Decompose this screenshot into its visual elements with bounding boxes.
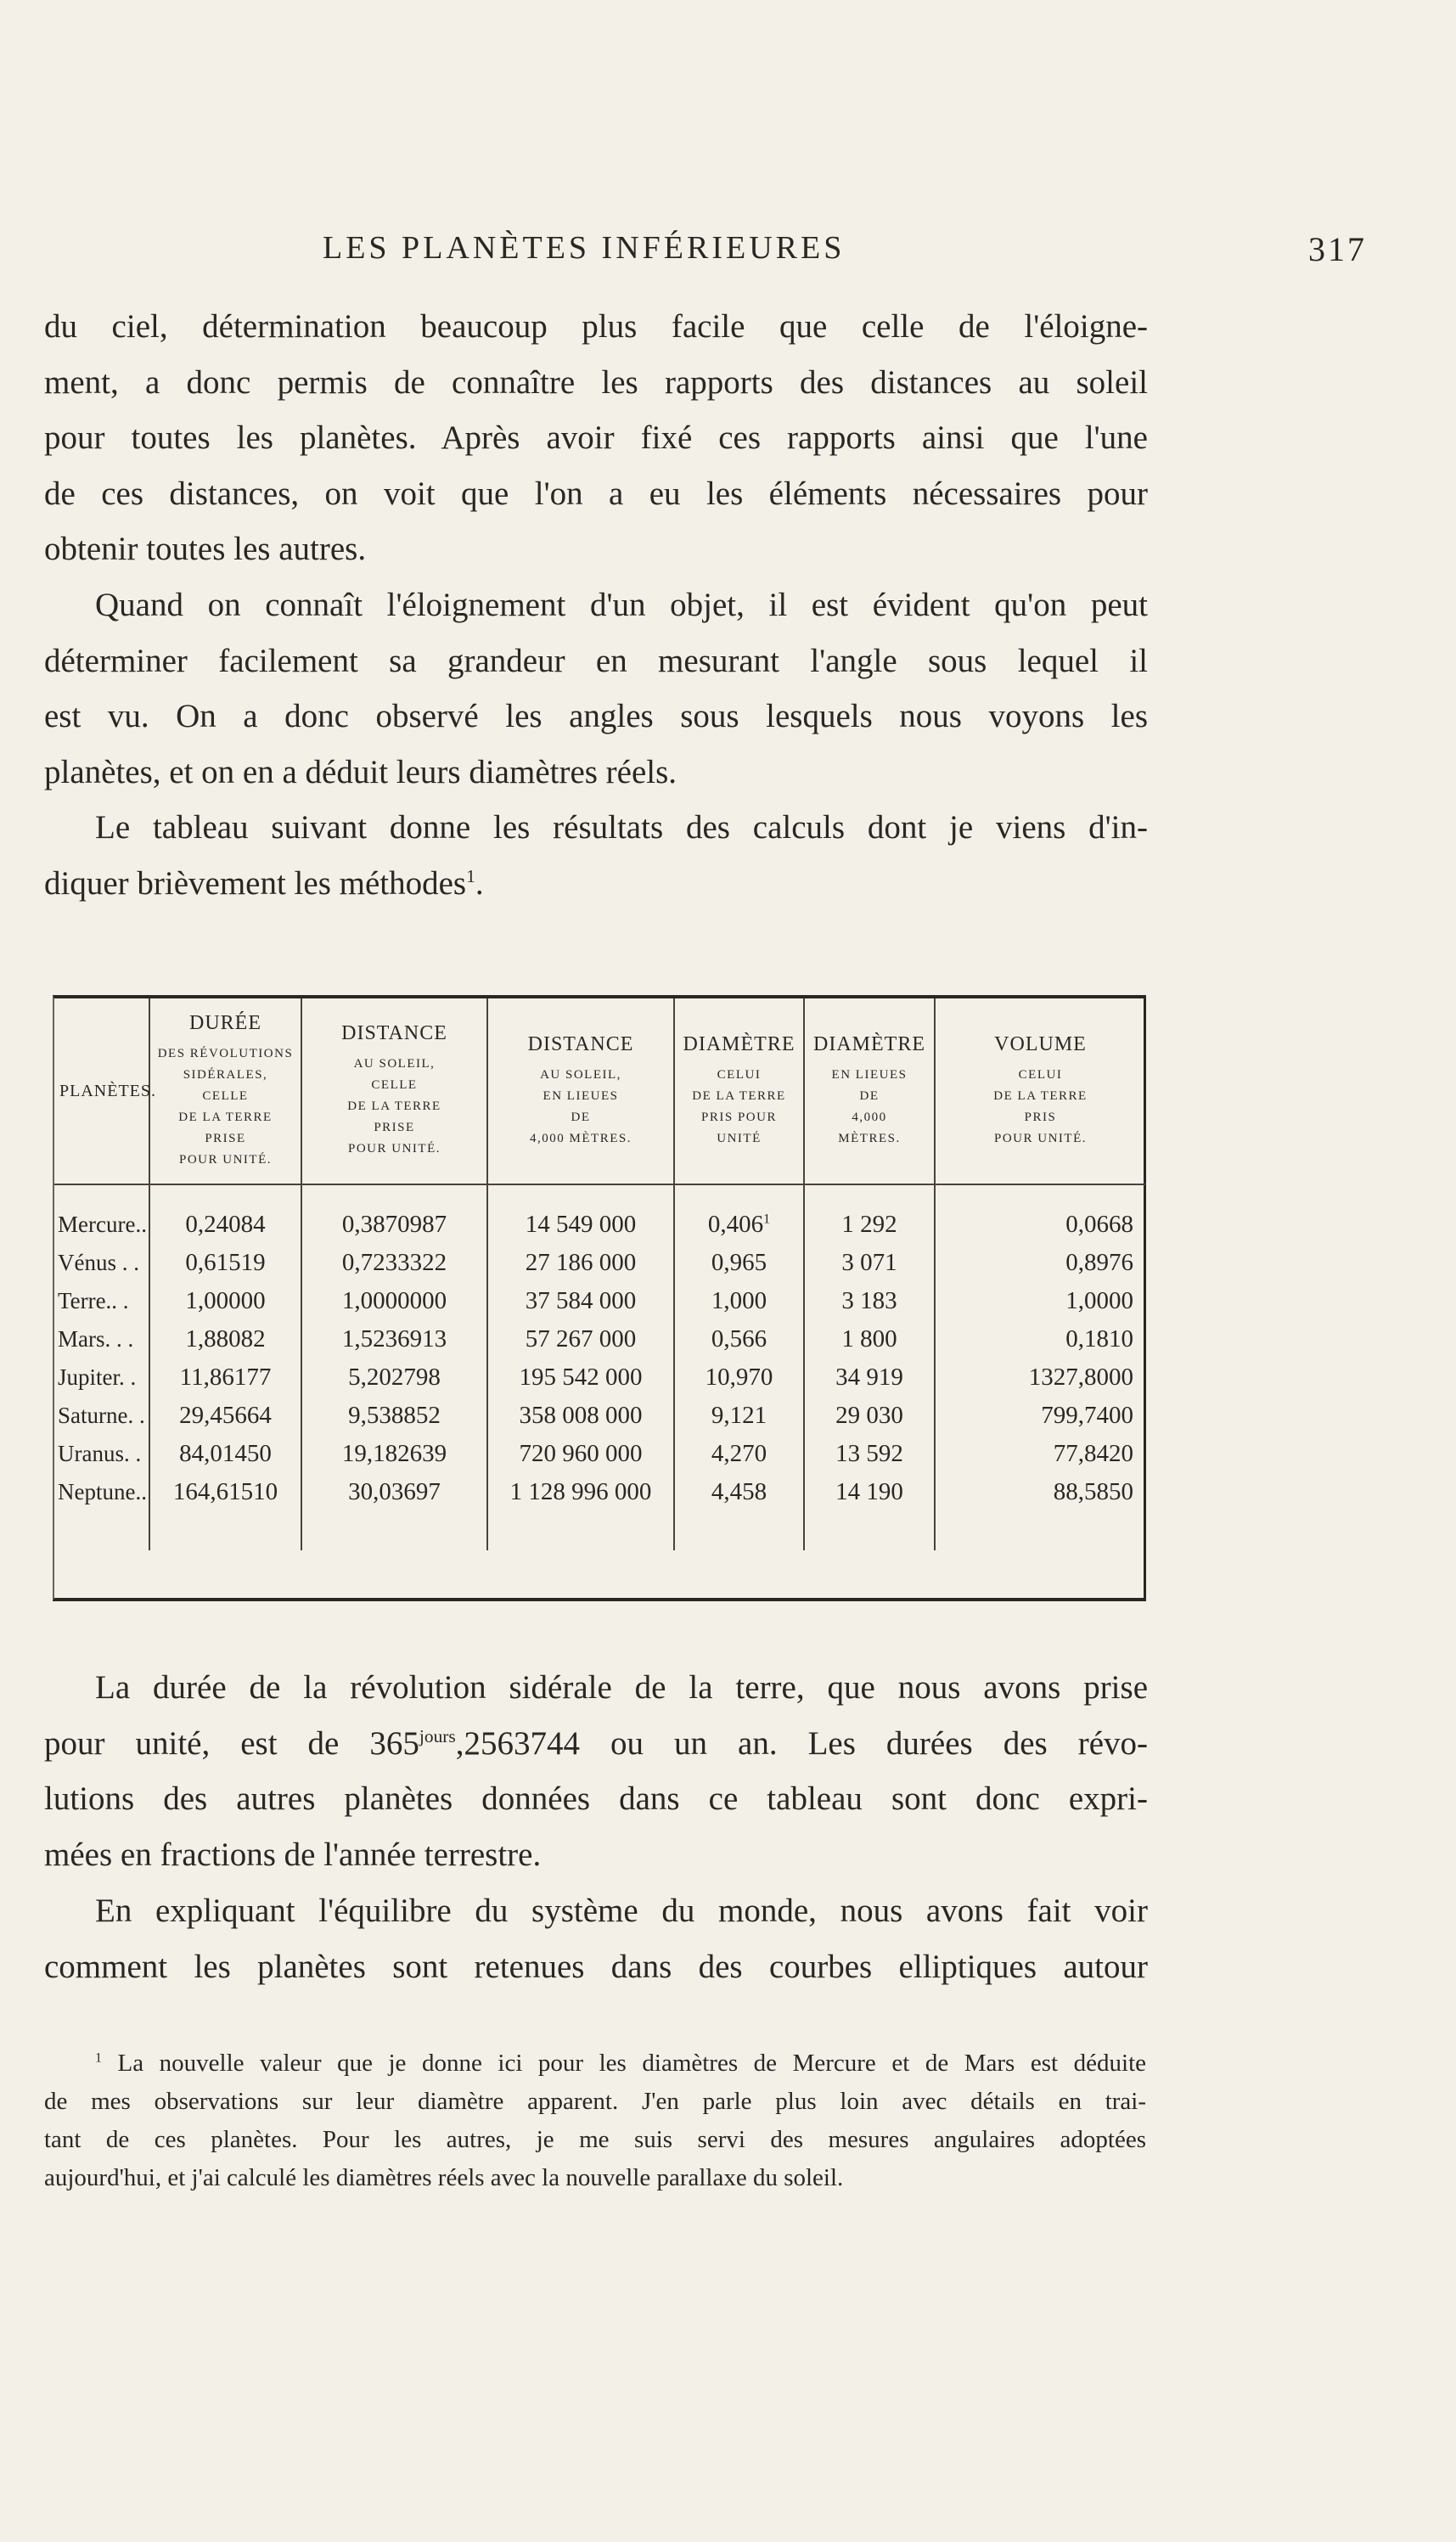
planet-name: Mars. . . xyxy=(54,1320,149,1358)
table-cell xyxy=(804,1184,935,1206)
planet-name: Saturne. . xyxy=(54,1397,149,1435)
table-row xyxy=(54,1320,1145,1358)
distance-leagues-cell: 1 128 996 000 xyxy=(487,1473,674,1511)
header-subtitle: 4,000 xyxy=(852,1110,887,1124)
table-row xyxy=(54,1282,1145,1320)
cell-value: 0,406 xyxy=(707,1211,764,1238)
header-subtitle: PRISE xyxy=(205,1131,246,1145)
volume-cell: 1,0000 xyxy=(1065,1287,1133,1314)
volume-cell: 1327,8000 xyxy=(1028,1364,1133,1391)
duration-cell: 0,24084 xyxy=(149,1206,301,1244)
table-cell xyxy=(149,1184,301,1206)
diameter-leagues-cell: 1 800 xyxy=(804,1320,935,1358)
volume-cell: 77,8420 xyxy=(1053,1440,1133,1467)
distance-leagues-cell: 37 584 000 xyxy=(487,1282,674,1320)
table-row xyxy=(54,1358,1145,1397)
diameter-leagues-cell: 13 592 xyxy=(804,1435,935,1473)
distance-leagues-cell: 720 960 000 xyxy=(487,1435,674,1473)
header-subtitle: PRIS xyxy=(1024,1110,1057,1124)
paragraph-1 xyxy=(44,299,1148,577)
table-cell xyxy=(54,1511,149,1550)
text-line: du ciel, détermination beaucoup plus facile que celle de l'éloigne- xyxy=(44,308,1148,345)
text-fragment: ,2563744 ou un an. Les durées des révo- xyxy=(455,1724,1148,1762)
text-line: de ces distances, on voit que l'on a eu les éléments nécessaires pour xyxy=(44,475,1148,512)
diameter-leagues-cell: 14 190 xyxy=(804,1473,935,1511)
diameter-earth-cell: 1,000 xyxy=(674,1282,804,1320)
duration-cell: 1,88082 xyxy=(149,1320,301,1358)
volume-cell: 88,5850 xyxy=(1053,1478,1133,1505)
table-cell xyxy=(487,1184,674,1206)
distance-sun-cell: 0,3870987 xyxy=(301,1206,487,1244)
table-cell xyxy=(301,1184,487,1206)
header-subtitle: PRISE xyxy=(374,1121,415,1134)
footnote-reference: 1 xyxy=(763,1212,771,1227)
footnote-line: aujourd'hui, et j'ai calculé les diamètres réels avec la nouvelle parallaxe du soleil. xyxy=(44,2164,844,2191)
page-number: 317 xyxy=(1308,230,1367,268)
distance-leagues-cell: 14 549 000 xyxy=(487,1206,674,1244)
volume-cell: 0,1810 xyxy=(1065,1325,1133,1353)
table-cell xyxy=(804,1511,935,1550)
planet-name: Terre.. . xyxy=(54,1282,149,1320)
table-cell xyxy=(487,1511,674,1550)
diameter-leagues-cell: 3 071 xyxy=(804,1244,935,1282)
table-cell xyxy=(935,1184,1145,1206)
planet-name: Uranus. . xyxy=(54,1435,149,1473)
distance-leagues-cell: 358 008 000 xyxy=(487,1397,674,1435)
header-subtitle: DES RÉVOLUTIONS xyxy=(157,1046,294,1060)
paragraph-5 xyxy=(44,1883,1148,1994)
text-fragment: La nouvelle valeur que je donne ici pour les diamètres de Mercure et de Mars est déduite xyxy=(117,2050,1147,2077)
footnote-reference: 1 xyxy=(466,865,475,886)
paragraph-3 xyxy=(44,800,1148,911)
text-line xyxy=(44,856,1148,912)
header-subtitle: UNITÉ xyxy=(717,1131,762,1145)
header-subtitle: DE LA TERRE xyxy=(347,1099,441,1113)
duration-cell: 164,61510 xyxy=(149,1473,301,1511)
planet-name: Jupiter. . xyxy=(54,1358,149,1397)
footnote xyxy=(44,2044,1146,2197)
diameter-leagues-cell: 3 183 xyxy=(804,1282,935,1320)
header-title: DISTANCE xyxy=(527,1032,634,1055)
distance-sun-cell: 1,5236913 xyxy=(301,1320,487,1358)
text-line: La durée de la révolution sidérale de la terre, que nous avons prise xyxy=(95,1669,1148,1706)
duration-cell: 11,86177 xyxy=(149,1358,301,1397)
header-subtitle: POUR UNITÉ. xyxy=(179,1152,272,1167)
diameter-leagues-cell: 1 292 xyxy=(804,1206,935,1244)
header-diameter-earth xyxy=(674,998,804,1184)
text-line: planètes, et on en a déduit leurs diamètres réels. xyxy=(44,753,677,790)
header-title: DURÉE xyxy=(189,1011,261,1034)
diameter-earth-cell: 0,566 xyxy=(674,1320,804,1358)
text-fragment: . xyxy=(475,864,484,902)
table-row xyxy=(54,1435,1145,1473)
table-spacer-row xyxy=(54,1184,1145,1206)
table-cell xyxy=(149,1511,301,1550)
header-subtitle: MÈTRES. xyxy=(838,1131,901,1145)
text-line: obtenir toutes les autres. xyxy=(44,531,367,567)
paragraph-4 xyxy=(44,1660,1148,1882)
text-line: mées en fractions de l'année terrestre. xyxy=(44,1836,542,1873)
header-subtitle: DE LA TERRE xyxy=(692,1088,786,1103)
header-title: DIAMÈTRE xyxy=(683,1032,795,1055)
header-title: VOLUME xyxy=(994,1032,1087,1055)
text-line xyxy=(44,1716,1148,1772)
header-volume xyxy=(935,998,1145,1184)
header-title: DIAMÈTRE xyxy=(813,1032,925,1055)
paragraph-2 xyxy=(44,577,1148,800)
header-subtitle: DE LA TERRE xyxy=(993,1088,1088,1103)
volume-cell: 799,7400 xyxy=(1041,1402,1133,1429)
superscript-unit: jours xyxy=(419,1725,456,1746)
text-fragment: diquer brièvement les méthodes xyxy=(44,864,467,902)
volume-cell: 0,0668 xyxy=(1065,1211,1133,1238)
footnote-line xyxy=(44,2044,1146,2083)
header-duration xyxy=(149,998,301,1184)
running-title: LES PLANÈTES INFÉRIEURES xyxy=(323,230,846,266)
header-subtitle: POUR UNITÉ. xyxy=(348,1142,441,1156)
distance-sun-cell: 19,182639 xyxy=(301,1435,487,1473)
volume-cell: 0,8976 xyxy=(1065,1249,1133,1276)
header-subtitle: DE xyxy=(571,1110,591,1124)
diameter-earth-cell: 4,270 xyxy=(674,1435,804,1473)
header-subtitle: SIDÉRALES, xyxy=(183,1067,268,1082)
table-row xyxy=(54,1397,1145,1435)
distance-sun-cell: 0,7233322 xyxy=(301,1244,487,1282)
duration-cell: 29,45664 xyxy=(149,1397,301,1435)
header-distance-leagues xyxy=(487,998,674,1184)
text-fragment: pour unité, est de 365 xyxy=(44,1724,419,1762)
diameter-earth-cell: 4,458 xyxy=(674,1473,804,1511)
text-line: ment, a donc permis de connaître les rapports des distances au soleil xyxy=(44,363,1148,401)
header-subtitle: POUR UNITÉ. xyxy=(994,1131,1087,1145)
header-subtitle: CELLE xyxy=(202,1088,249,1103)
duration-cell: 84,01450 xyxy=(149,1435,301,1473)
planet-name: Mercure.. xyxy=(54,1206,149,1244)
distance-leagues-cell: 57 267 000 xyxy=(487,1320,674,1358)
header-subtitle: EN LIEUES xyxy=(542,1088,619,1103)
table-row xyxy=(54,1473,1145,1511)
text-line: est vu. On a donc observé les angles sous lesquels nous voyons les xyxy=(44,698,1148,734)
diameter-leagues-cell: 34 919 xyxy=(804,1358,935,1397)
distance-sun-cell: 30,03697 xyxy=(301,1473,487,1511)
duration-cell: 1,00000 xyxy=(149,1282,301,1320)
header-subtitle: PRIS POUR xyxy=(701,1110,777,1124)
distance-leagues-cell: 195 542 000 xyxy=(487,1358,674,1397)
header-subtitle: DE LA TERRE xyxy=(178,1110,273,1124)
table-spacer-row xyxy=(54,1511,1145,1550)
header-subtitle: CELLE xyxy=(371,1078,418,1092)
footnote-line: de mes observations sur leur diamètre apparent. J'en parle plus loin avec détails en trai- xyxy=(44,2088,1146,2115)
header-subtitle: DE xyxy=(859,1088,880,1103)
text-line: comment les planètes sont retenues dans des courbes elliptiques autour xyxy=(44,1948,1148,1985)
table-header-row xyxy=(54,998,1145,1184)
page-header xyxy=(323,229,1388,280)
distance-leagues-cell: 27 186 000 xyxy=(487,1244,674,1282)
diameter-leagues-cell: 29 030 xyxy=(804,1397,935,1435)
table-row xyxy=(54,1244,1145,1282)
table-cell xyxy=(674,1184,804,1206)
table-row xyxy=(54,1206,1145,1244)
table-cell xyxy=(674,1511,804,1550)
header-title: DISTANCE xyxy=(341,1022,447,1044)
table-cell xyxy=(935,1511,1145,1550)
header-subtitle: AU SOLEIL, xyxy=(353,1057,436,1071)
header-subtitle: CELUI xyxy=(1018,1067,1063,1082)
header-subtitle: EN LIEUES xyxy=(831,1067,908,1082)
header-subtitle: AU SOLEIL, xyxy=(540,1067,621,1082)
text-line: Quand on connaît l'éloignement d'un objet, il est évident qu'on peut xyxy=(95,587,1148,623)
planet-data-table xyxy=(53,995,1146,1601)
text-line: lutions des autres planètes données dans ce tableau sont donc expri- xyxy=(44,1780,1148,1817)
header-distance-sun xyxy=(301,998,487,1184)
diameter-earth-cell: 0,965 xyxy=(674,1244,804,1282)
table-cell xyxy=(301,1511,487,1550)
diameter-earth-cell: 9,121 xyxy=(674,1397,804,1435)
header-planets: PLANÈTES. xyxy=(54,998,149,1184)
planet-name: Neptune.. xyxy=(54,1473,149,1511)
footnote-line: tant de ces planètes. Pour les autres, je me suis servi des mesures angulaires adoptées xyxy=(44,2126,1146,2153)
header-subtitle: 4,000 MÈTRES. xyxy=(530,1131,632,1145)
text-line: En expliquant l'équilibre du système du monde, nous avons fait voir xyxy=(95,1892,1148,1929)
diameter-earth-cell xyxy=(674,1206,804,1244)
header-diameter-leagues xyxy=(804,998,935,1184)
text-line: déterminer facilement sa grandeur en mesurant l'angle sous lequel il xyxy=(44,642,1148,679)
text-line: Le tableau suivant donne les résultats des calculs dont je viens d'in- xyxy=(95,809,1148,846)
planet-name: Vénus . . xyxy=(54,1244,149,1282)
planet-table-grid xyxy=(54,998,1145,1550)
diameter-earth-cell: 10,970 xyxy=(674,1358,804,1397)
text-line: pour toutes les planètes. Après avoir fixé ces rapports ainsi que l'une xyxy=(44,419,1148,456)
distance-sun-cell: 1,0000000 xyxy=(301,1282,487,1320)
distance-sun-cell: 9,538852 xyxy=(301,1397,487,1435)
header-subtitle: CELUI xyxy=(717,1067,762,1082)
distance-sun-cell: 5,202798 xyxy=(301,1358,487,1397)
duration-cell: 0,61519 xyxy=(149,1244,301,1282)
table-cell xyxy=(54,1184,149,1206)
footnote-marker: 1 xyxy=(95,2050,102,2066)
